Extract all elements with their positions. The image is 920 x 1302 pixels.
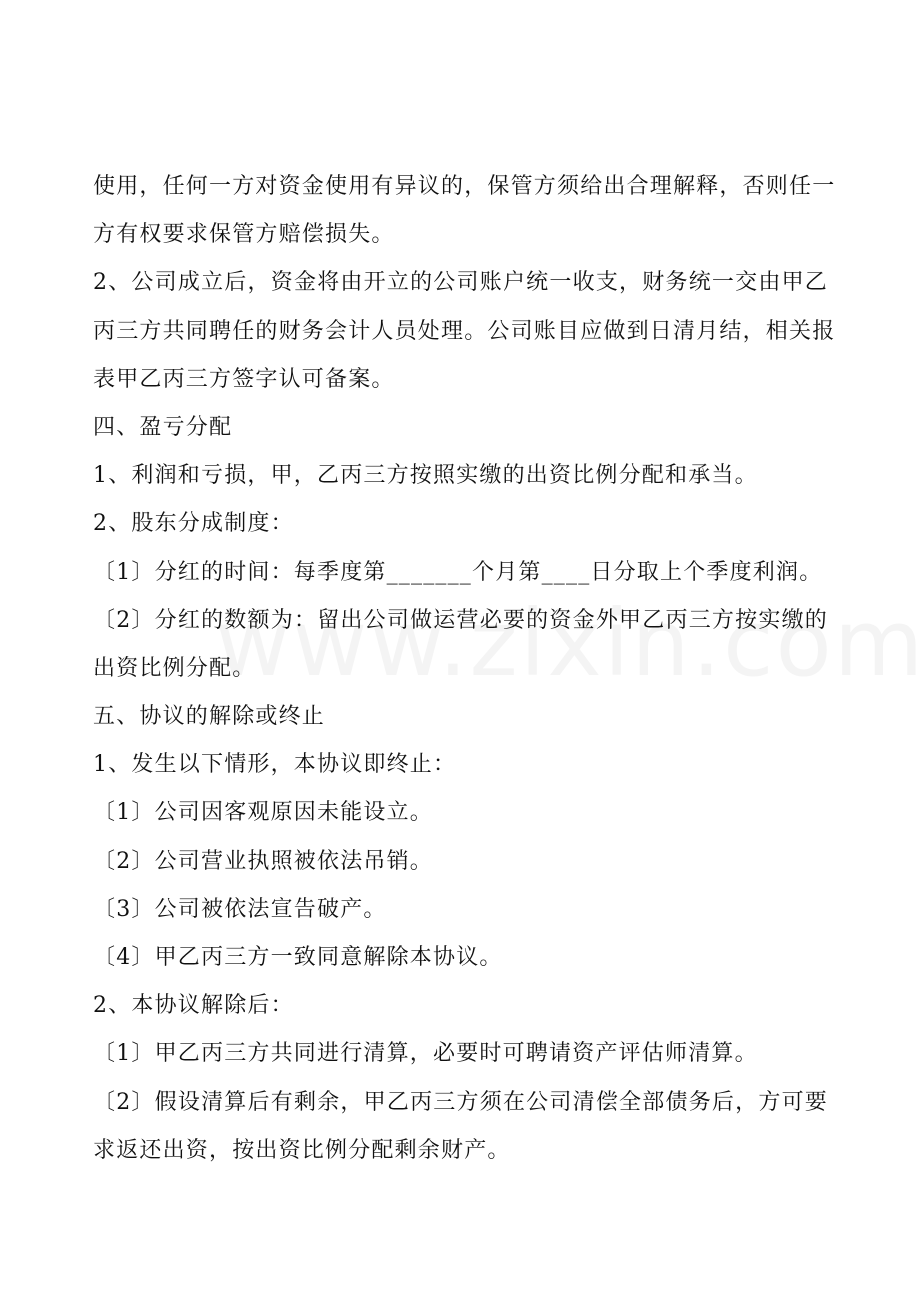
paragraph-line: 1、利润和亏损，甲，乙丙三方按照实缴的出资比例分配和承当。 [93, 463, 758, 489]
section-heading: 五、协议的解除或终止 [93, 704, 326, 730]
list-item: 〔3〕公司被依法宣告破产。 [93, 896, 387, 922]
list-item: 〔2〕公司营业执照被依法吊销。 [93, 848, 433, 874]
paragraph-line: 方有权要求保管方赔偿损失。 [93, 222, 395, 248]
document-body [93, 163, 836, 1175]
paragraph-line: 求返还出资，按出资比例分配剩余财产。 [93, 1137, 511, 1163]
paragraph-line: 2、股东分成制度： [93, 511, 294, 537]
paragraph-line: 〔2〕分红的数额为：留出公司做运营必要的资金外甲乙丙三方按实缴的 [93, 607, 828, 633]
paragraph-line: 2、本协议解除后： [93, 993, 294, 1019]
paragraph-line: 使用，任何一方对资金使用有异议的，保管方须给出合理解释，否则任一 [93, 174, 836, 199]
paragraph-line: 〔1〕分红的时间：每季度第_______个月第____日分取上个季度利润。 [93, 559, 823, 585]
list-item: 〔1〕甲乙丙三方共同进行清算，必要时可聘请资产评估师清算。 [93, 1041, 758, 1067]
paragraph-line: 2、公司成立后，资金将由开立的公司账户统一收支，财务统一交由甲乙 [93, 270, 828, 296]
paragraph-line: 1、发生以下情形，本协议即终止： [93, 752, 457, 778]
paragraph-line: 表甲乙丙三方签字认可备案。 [93, 366, 395, 392]
list-item: 〔4〕甲乙丙三方一致同意解除本协议。 [93, 945, 503, 970]
list-item: 〔2〕假设清算后有剩余，甲乙丙三方须在公司清偿全部债务后，方可要 [93, 1089, 828, 1115]
paragraph-line: 丙三方共同聘任的财务会计人员处理。公司账目应做到日清月结，相关报 [93, 318, 836, 344]
list-item: 〔1〕公司因客观原因未能设立。 [93, 800, 433, 826]
section-heading: 四、盈亏分配 [93, 414, 233, 440]
paragraph-line: 出资比例分配。 [93, 655, 256, 681]
